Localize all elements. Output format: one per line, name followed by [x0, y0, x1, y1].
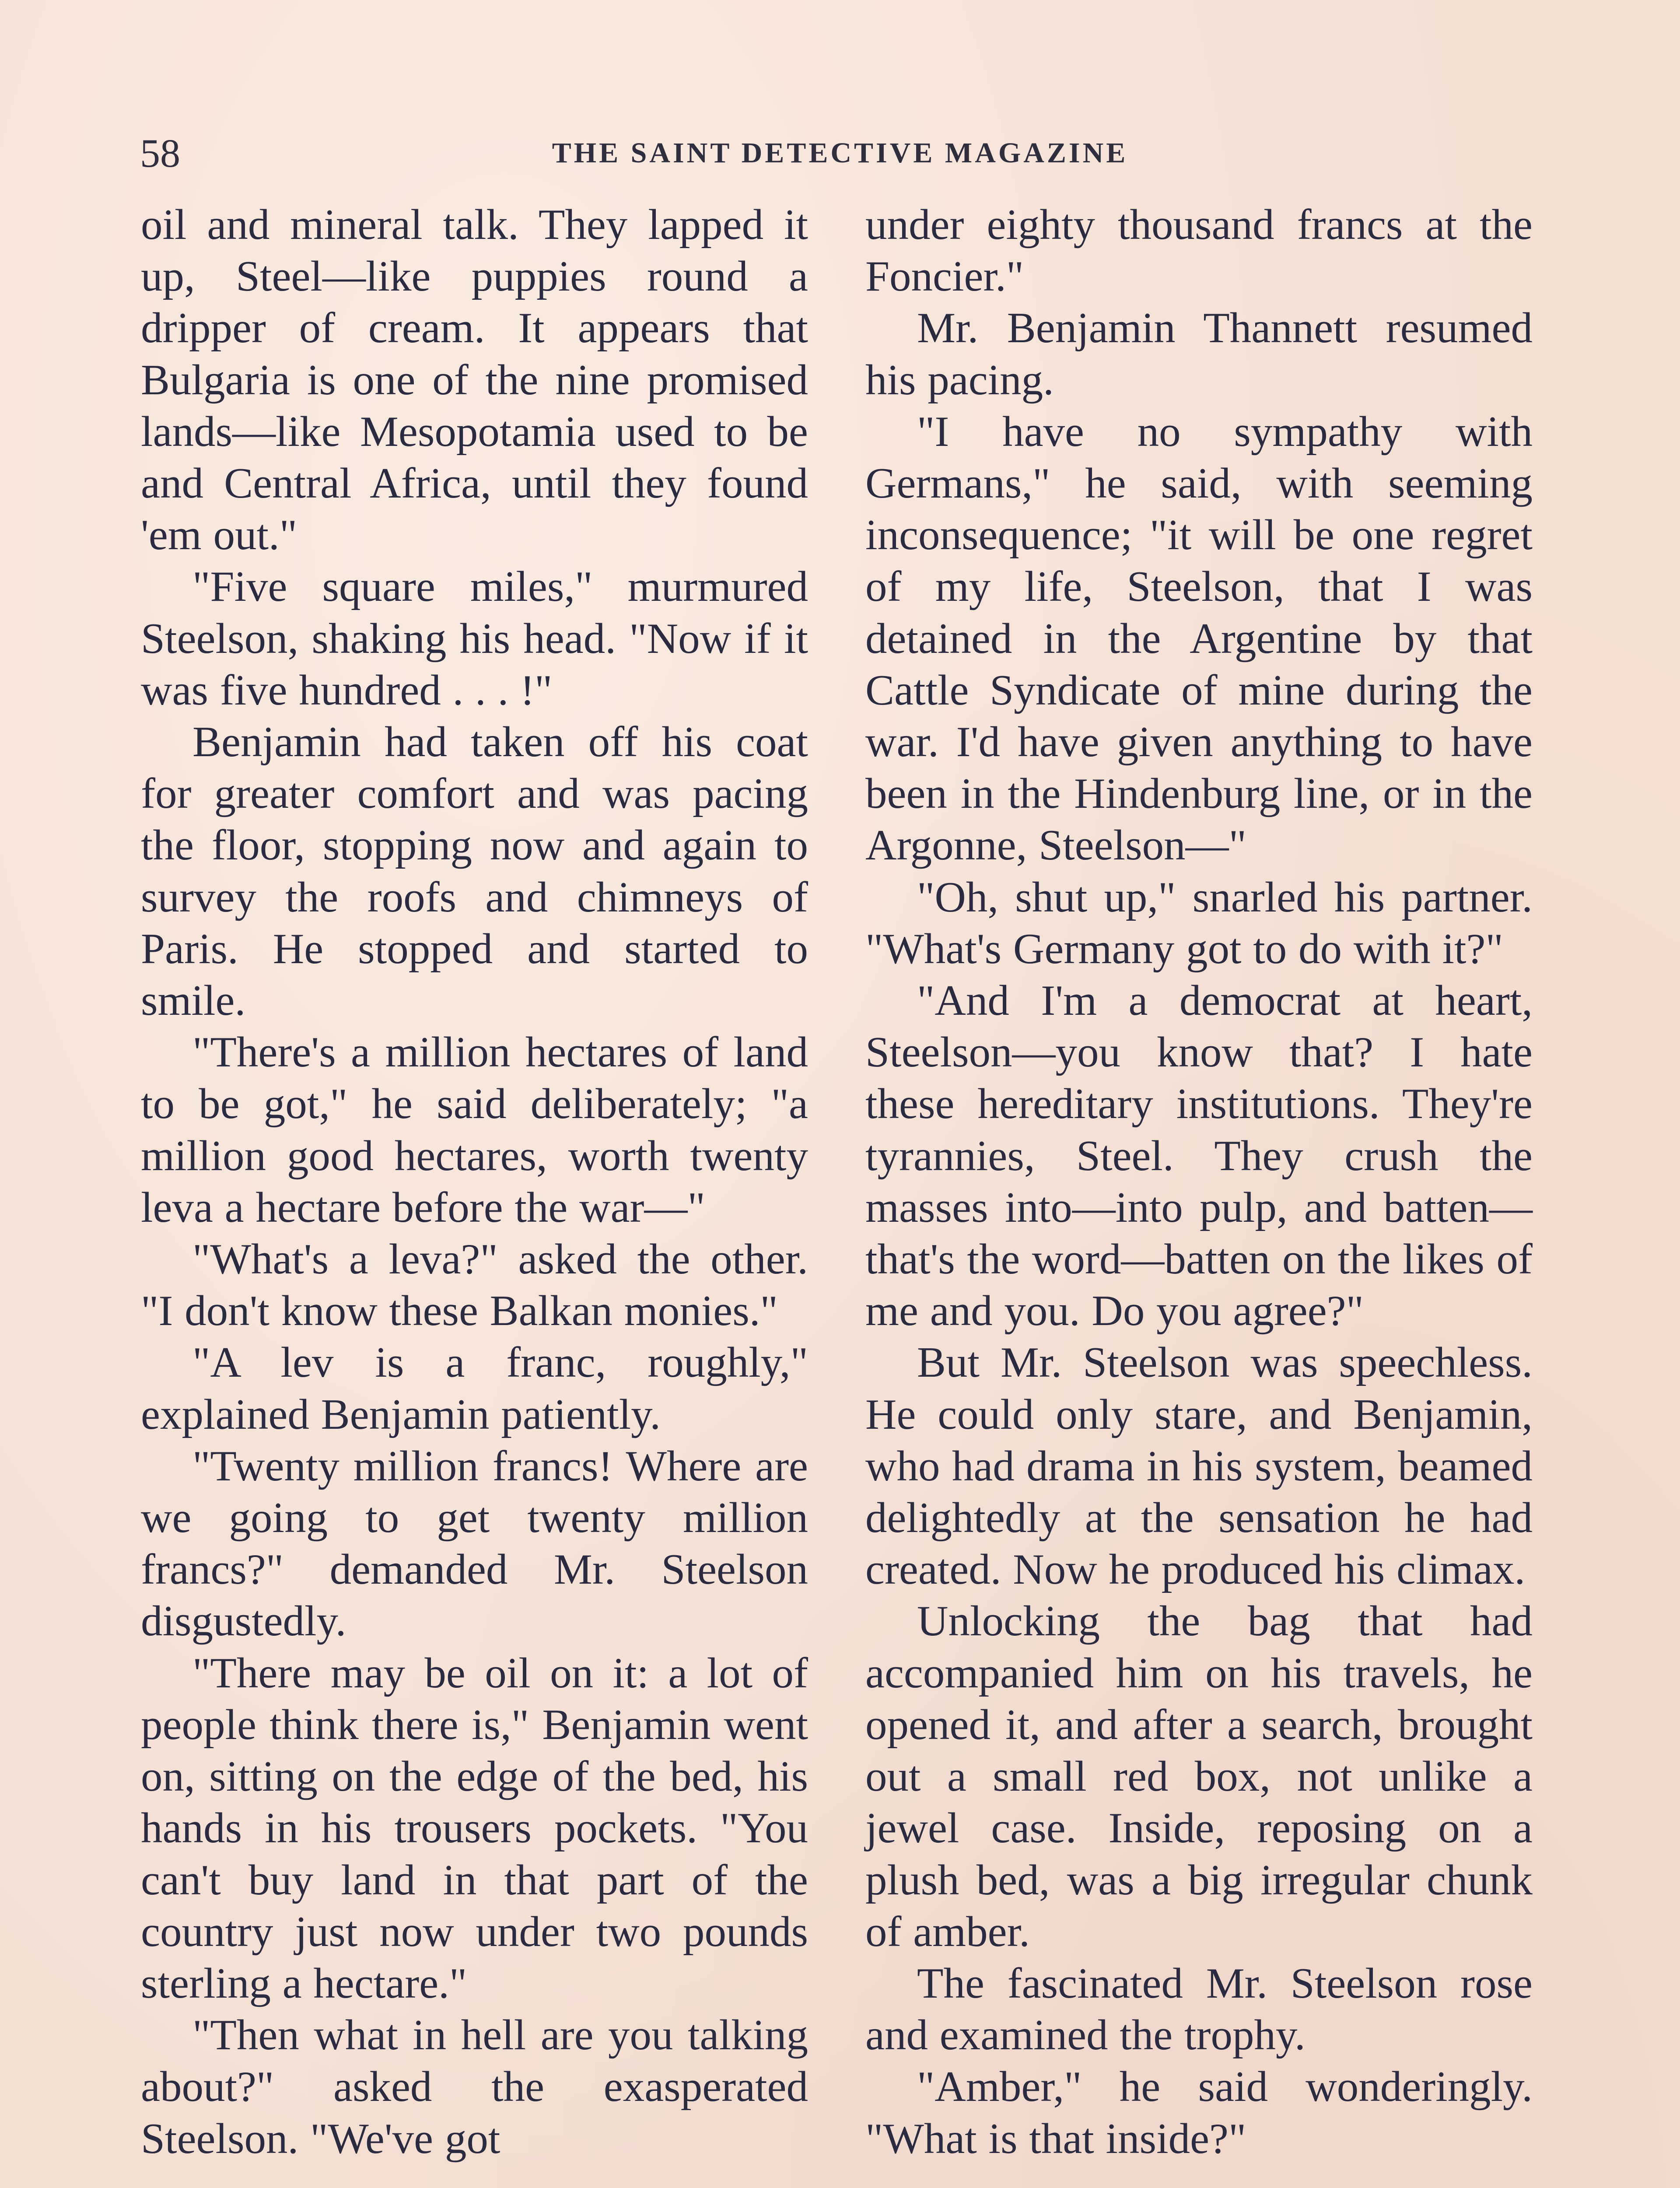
paragraph: "A lev is a franc, roughly," explained Benjamin patiently. — [141, 1339, 808, 1438]
paragraph: "Oh, shut up," snarled his partner. "What's Germany got to do with it?" — [865, 873, 1533, 973]
paragraph: "Then what in hell are you talking about?" asked the exasperated Steelson. "We've got — [141, 2011, 808, 2163]
left-text-column — [141, 199, 808, 2165]
right-text-column — [865, 199, 1533, 2165]
paragraph: "Amber," he said wonderingly. "What is that inside?" — [865, 2063, 1533, 2163]
paragraph: "There may be oil on it: a lot of people think there is," Benjamin went on, sitting on the edge of the bed, his hands in his trousers pockets. "You can't buy land in that part of the country just now under two pounds sterling a hectare." — [141, 1649, 808, 2007]
paragraph: "And I'm a democrat at heart, Steelson—you know that? I hate these hereditary institutions. They're tyrannies, Steel. They crush the masses into—into pulp, and batten—that's the word—batten on the likes of me and you. Do you agree?" — [865, 977, 1533, 1335]
paragraph: Mr. Benjamin Thannett resumed his pacing. — [865, 304, 1533, 404]
page-header — [140, 127, 1540, 179]
paragraph: "What's a leva?" asked the other. "I don't know these Balkan monies." — [141, 1235, 808, 1335]
running-title: THE SAINT DETECTIVE MAGAZINE — [552, 137, 1128, 169]
paragraph: oil and mineral talk. They lapped it up, Steel—like puppies round a dripper of cream. It appears that Bulgaria is one of the nine promised lands—like Mesopotamia used to be and Central Africa, until they found 'em out." — [141, 201, 808, 559]
paragraph: "Five square miles," murmured Steelson, shaking his head. "Now if it was five hundred . . . !" — [141, 563, 808, 714]
page-number: 58 — [140, 131, 180, 175]
paragraph: But Mr. Steelson was speechless. He could only stare, and Benjamin, who had drama in his system, beamed delightedly at the sensation he had created. Now he produced his climax. — [865, 1339, 1533, 1594]
paragraph: under eighty thousand francs at the Foncier." — [865, 201, 1533, 301]
paragraph: "I have no sympathy with Germans," he said, with seeming inconsequence; "it will be one regret of my life, Steelson, that I was detained in the Argentine by that Cattle Syndicate of mine during the war. I'd have given anything to have been in the Hindenburg line, or in the Argonne, Steelson—" — [865, 407, 1533, 870]
paragraph: The fascinated Mr. Steelson rose and examined the trophy. — [865, 1959, 1533, 2059]
paragraph: Benjamin had taken off his coat for greater comfort and was pacing the floor, stopping now and again to survey the roofs and chimneys of Paris. He stopped and started to smile. — [141, 718, 808, 1025]
paragraph: "Twenty million francs! Where are we going to get twenty million francs?" demanded Mr. Steelson disgustedly. — [141, 1442, 808, 1645]
paragraph: "There's a million hectares of land to be got," he said deliberately; "a million good hectares, worth twenty leva a hectare before the war—" — [141, 1028, 808, 1231]
paragraph: Unlocking the bag that had accompanied him on his travels, he opened it, and after a search, brought out a small red box, not unlike a jewel case. Inside, reposing on a plush bed, was a big irregular chunk of amber. — [865, 1597, 1533, 1956]
